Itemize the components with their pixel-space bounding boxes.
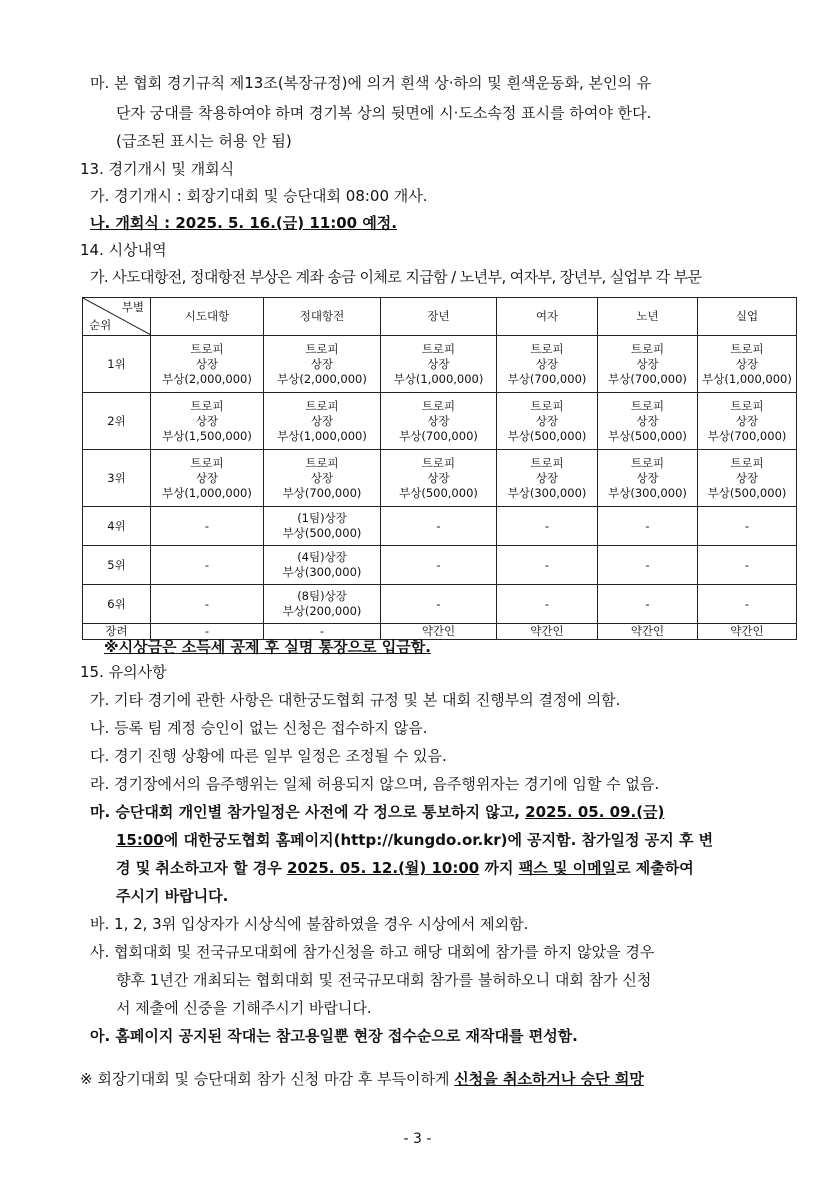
prize-cell-line: 부상(300,000) bbox=[608, 485, 687, 500]
prize-cell-line: 트로피 bbox=[530, 341, 564, 356]
encourage-cell: - bbox=[151, 624, 264, 640]
prize-cell-line: 상장 bbox=[735, 413, 759, 428]
section-13-title: 13. 경기개시 및 개회식 bbox=[80, 160, 235, 178]
prize-cell-line: 상장 bbox=[310, 356, 334, 371]
table-row bbox=[83, 450, 797, 507]
prize-cell bbox=[598, 507, 698, 546]
prize-cell-line: - bbox=[544, 557, 550, 572]
encourage-cell: 약간인 bbox=[497, 624, 598, 640]
prize-cell-line: 부상(500,000) bbox=[399, 485, 478, 500]
prize-cell-line: 부상(500,000) bbox=[707, 485, 787, 500]
prize-cell bbox=[264, 393, 381, 450]
prize-cell-line: 상장 bbox=[427, 413, 450, 428]
section-13-na: 나. 개회식 : 2025. 5. 16.(금) 11:00 예정. bbox=[90, 214, 397, 232]
section-15-ma-line2 bbox=[116, 830, 713, 850]
prize-cell bbox=[264, 450, 381, 507]
prize-cell-line: 트로피 bbox=[421, 341, 456, 356]
prize-cell bbox=[598, 585, 698, 624]
prize-cell-line: 상장 bbox=[636, 413, 659, 428]
prize-cell-line: 상장 bbox=[310, 413, 334, 428]
prize-cell bbox=[381, 585, 497, 624]
prize-cell-line: 부상(700,000) bbox=[507, 371, 587, 386]
encourage-cell: 약간인 bbox=[381, 624, 497, 640]
prize-cell-line: 부상(700,000) bbox=[707, 428, 787, 443]
section-15-ba: 바. 1, 2, 3위 입상자가 시상식에 불참하였을 경우 시상에서 제외함. bbox=[90, 915, 529, 933]
table-header-row bbox=[83, 298, 797, 336]
prize-cell bbox=[698, 450, 797, 507]
prize-cell-line: 트로피 bbox=[730, 455, 764, 470]
prize-cell-line: 트로피 bbox=[421, 398, 456, 413]
section-14-title: 14. 시상내역 bbox=[80, 241, 167, 259]
section-15-sa-line1: 사. 협회대회 및 전국규모대회에 참가신청을 하고 해당 대회에 참가를 하지 않았을 경우 bbox=[90, 943, 655, 961]
item-ma-line3: (급조된 표시는 허용 안 됨) bbox=[116, 132, 292, 150]
ma-line1-date: 2025. 05. 09.(금) bbox=[525, 803, 665, 821]
section-15-ga: 가. 기타 경기에 관한 사항은 대한궁도협회 규정 및 본 대회 진행부의 결정에 의함. bbox=[90, 691, 621, 709]
rank-cell: 3위 bbox=[83, 450, 151, 507]
prize-cell bbox=[497, 585, 598, 624]
prize-cell-line: 상장 bbox=[195, 413, 219, 428]
ma-line3-text: 경 및 취소하고자 할 경우 bbox=[116, 859, 282, 877]
prize-cell-line: 트로피 bbox=[305, 398, 339, 413]
table-corner-cell bbox=[83, 298, 151, 336]
prize-cell-line: 상장 bbox=[535, 470, 559, 485]
prize-cell-line: - bbox=[544, 596, 550, 611]
prize-cell-line: 트로피 bbox=[730, 341, 764, 356]
prize-cell-line: 트로피 bbox=[190, 398, 224, 413]
table-row bbox=[83, 585, 797, 624]
prize-cell-line: 부상(700,000) bbox=[399, 428, 478, 443]
prize-cell-line: 부상(1,000,000) bbox=[277, 428, 367, 443]
prize-cell-line: 상장 bbox=[535, 413, 559, 428]
prize-cell bbox=[497, 336, 598, 393]
prize-cell-line: 부상(2,000,000) bbox=[162, 371, 252, 386]
prize-cell-line: 상장 bbox=[735, 356, 759, 371]
prize-cell bbox=[151, 585, 264, 624]
prize-cell bbox=[151, 450, 264, 507]
ma-line2-time: 15:00 bbox=[116, 831, 164, 849]
prize-cell-line: 부상(1,500,000) bbox=[162, 428, 252, 443]
prize-cell-line: 트로피 bbox=[530, 398, 564, 413]
rank-cell: 6위 bbox=[83, 585, 151, 624]
prize-cell-line: - bbox=[436, 518, 441, 533]
ma-line1-text: 마. 승단대회 개인별 참가일정은 사전에 각 정으로 통보하지 않고, bbox=[90, 803, 520, 821]
encourage-cell: - bbox=[264, 624, 381, 640]
prize-cell-line: 트로피 bbox=[305, 341, 339, 356]
prize-cell-line: 상장 bbox=[535, 356, 559, 371]
table-row bbox=[83, 507, 797, 546]
prize-cell bbox=[264, 507, 381, 546]
prize-cell bbox=[698, 393, 797, 450]
corner-bottom-label: 순위 bbox=[89, 318, 112, 332]
prize-cell-line: 상장 bbox=[195, 356, 219, 371]
tax-note: ※시상금은 소득세 공제 후 실명 통장으로 입금함. bbox=[104, 638, 431, 656]
prize-cell-line: - bbox=[645, 557, 650, 572]
prize-cell-line: 부상(700,000) bbox=[282, 485, 362, 500]
header-sido: 시도대항 bbox=[151, 298, 264, 336]
prize-cell-line: 트로피 bbox=[630, 398, 665, 413]
prize-cell-line: (8팀)상장 bbox=[297, 589, 347, 603]
encourage-cell: 약간인 bbox=[698, 624, 797, 640]
prize-cell bbox=[598, 546, 698, 585]
section-15-ra: 라. 경기장에서의 음주행위는 일체 허용되지 않으며, 음주행위자는 경기에 임할 수 없음. bbox=[90, 775, 660, 793]
header-sireop: 실업 bbox=[698, 298, 797, 336]
prize-cell bbox=[151, 507, 264, 546]
prize-cell bbox=[151, 393, 264, 450]
final-note-underlined: 신청을 취소하거나 승단 희망 bbox=[454, 1070, 644, 1088]
header-jangnyeon: 장년 bbox=[381, 298, 497, 336]
prize-cell-line: - bbox=[204, 518, 210, 533]
prize-cell-line: 상장 bbox=[636, 470, 659, 485]
prize-cell bbox=[381, 546, 497, 585]
prize-cell-line: 부상(500,000) bbox=[608, 428, 687, 443]
prize-cell bbox=[698, 585, 797, 624]
prize-cell-line: 트로피 bbox=[305, 455, 339, 470]
prize-cell-line: 부상(1,000,000) bbox=[702, 371, 792, 386]
prize-cell-line: 부상(300,000) bbox=[507, 485, 587, 500]
table-row bbox=[83, 546, 797, 585]
prize-cell-line: - bbox=[645, 596, 650, 611]
prize-cell-line: 상장 bbox=[427, 470, 450, 485]
item-ma-line2: 단자 궁대를 착용하여야 하며 경기복 상의 뒷면에 시·도소속정 표시를 하여야 한다. bbox=[116, 104, 652, 122]
final-note-text: ※ 회장기대회 및 승단대회 참가 신청 마감 후 부득이하게 bbox=[80, 1070, 450, 1088]
prize-cell-line: 상장 bbox=[636, 356, 659, 371]
table-row bbox=[83, 393, 797, 450]
prize-cell-line: 부상(300,000) bbox=[282, 565, 362, 579]
prize-cell-line: - bbox=[744, 557, 750, 572]
item-ma-line1: 마. 본 협회 경기규칙 제13조(복장규정)에 의거 흰색 상·하의 및 흰색운동화, 본인의 유 bbox=[90, 74, 652, 92]
prize-cell-line: 트로피 bbox=[530, 455, 564, 470]
prize-cell bbox=[698, 507, 797, 546]
rank-cell: 5위 bbox=[83, 546, 151, 585]
prize-cell bbox=[598, 336, 698, 393]
prize-cell-line: 상장 bbox=[310, 470, 334, 485]
prize-cell-line: - bbox=[436, 596, 441, 611]
rank-cell: 4위 bbox=[83, 507, 151, 546]
prize-cell bbox=[381, 450, 497, 507]
section-15-da: 다. 경기 진행 상황에 따른 일부 일정은 조정될 수 있음. bbox=[90, 747, 447, 765]
prize-cell-line: 상장 bbox=[195, 470, 219, 485]
ma-line3-channels: 팩스 및 이메일 bbox=[518, 859, 617, 877]
page-number: - 3 - bbox=[403, 1131, 432, 1147]
prize-cell-line: 부상(500,000) bbox=[507, 428, 587, 443]
prize-cell-line: 부상(700,000) bbox=[608, 371, 687, 386]
ma-line3-until: 까지 bbox=[484, 859, 514, 877]
prize-cell bbox=[264, 585, 381, 624]
prize-cell bbox=[497, 507, 598, 546]
section-15-ma-line4: 주시기 바랍니다. bbox=[116, 887, 229, 905]
prize-cell bbox=[497, 546, 598, 585]
section-14-ga: 가. 사도대항전, 정대항전 부상은 계좌 송금 이체로 지급함 / 노년부, 여자부, 장년부, 실업부 각 부문 bbox=[90, 268, 702, 286]
prize-cell-line: 트로피 bbox=[630, 341, 665, 356]
corner-top-label: 부별 bbox=[121, 300, 144, 314]
prize-cell bbox=[698, 336, 797, 393]
prize-cell-line: 부상(1,000,000) bbox=[393, 371, 484, 386]
rank-cell: 장려 bbox=[83, 624, 151, 640]
rank-cell: 2위 bbox=[83, 393, 151, 450]
prize-cell-line: - bbox=[436, 557, 441, 572]
prize-cell-line: 트로피 bbox=[190, 341, 224, 356]
prize-cell-line: (4팀)상장 bbox=[297, 550, 347, 564]
prize-cell-line: 트로피 bbox=[630, 455, 665, 470]
prize-cell-line: 트로피 bbox=[421, 455, 456, 470]
prize-cell-line: 상장 bbox=[735, 470, 759, 485]
section-15-title: 15. 유의사항 bbox=[80, 663, 167, 681]
prize-cell bbox=[381, 507, 497, 546]
section-15-sa-line2: 향후 1년간 개최되는 협회대회 및 전국규모대회 참가를 불허하오니 대회 참가 신청 bbox=[116, 971, 652, 989]
prize-cell bbox=[497, 393, 598, 450]
section-13-ga: 가. 경기개시 : 회장기대회 및 승단대회 08:00 개사. bbox=[90, 187, 428, 205]
ma-line3-date: 2025. 05. 12.(월) 10:00 bbox=[287, 859, 480, 877]
prize-cell-line: 부상(2,000,000) bbox=[277, 371, 367, 386]
prize-cell bbox=[698, 546, 797, 585]
encourage-cell: 약간인 bbox=[598, 624, 698, 640]
prize-cell-line: 부상(500,000) bbox=[282, 526, 362, 540]
prize-cell bbox=[598, 393, 698, 450]
prize-cell-line: - bbox=[744, 518, 750, 533]
prize-cell-line: - bbox=[204, 596, 210, 611]
prize-cell-line: - bbox=[204, 557, 210, 572]
header-jeong: 정대항전 bbox=[264, 298, 381, 336]
prize-cell-line: 부상(200,000) bbox=[282, 604, 362, 618]
prize-cell-line: 상장 bbox=[427, 356, 450, 371]
prize-cell bbox=[497, 450, 598, 507]
section-15-ma-line3 bbox=[116, 858, 694, 878]
section-15-na: 나. 등록 팀 계정 승인이 없는 신청은 접수하지 않음. bbox=[90, 719, 428, 737]
prize-cell bbox=[264, 336, 381, 393]
header-yeoja: 여자 bbox=[497, 298, 598, 336]
prize-cell-line: - bbox=[544, 518, 550, 533]
section-15-a: 아. 홈페이지 공지된 작대는 참고용일뿐 현장 접수순으로 재작대를 편성함. bbox=[90, 1027, 578, 1045]
section-15-sa-line3: 서 제출에 신중을 기해주시기 바랍니다. bbox=[116, 999, 372, 1017]
prize-cell-line: 트로피 bbox=[190, 455, 224, 470]
prize-cell bbox=[598, 450, 698, 507]
prize-cell-line: - bbox=[645, 518, 650, 533]
prize-cell-line: 트로피 bbox=[730, 398, 764, 413]
prize-cell-line: (1팀)상장 bbox=[297, 511, 347, 525]
prize-cell bbox=[151, 546, 264, 585]
header-nonyeon: 노년 bbox=[598, 298, 698, 336]
prize-cell bbox=[151, 336, 264, 393]
ma-line2-text: 에 대한궁도협회 홈페이지(http://kungdo.or.kr)에 공지함. 참가일정 공지 후 변 bbox=[163, 831, 714, 849]
section-15-ma-line1 bbox=[90, 802, 664, 822]
prize-cell bbox=[264, 546, 381, 585]
final-note bbox=[80, 1069, 644, 1089]
prize-cell-line: 부상(1,000,000) bbox=[162, 485, 252, 500]
prize-table bbox=[82, 297, 797, 640]
prize-cell bbox=[381, 336, 497, 393]
table-row bbox=[83, 336, 797, 393]
ma-line3-tail: 로 제출하여 bbox=[616, 859, 694, 877]
prize-cell-line: - bbox=[744, 596, 750, 611]
rank-cell: 1위 bbox=[83, 336, 151, 393]
prize-cell bbox=[381, 393, 497, 450]
